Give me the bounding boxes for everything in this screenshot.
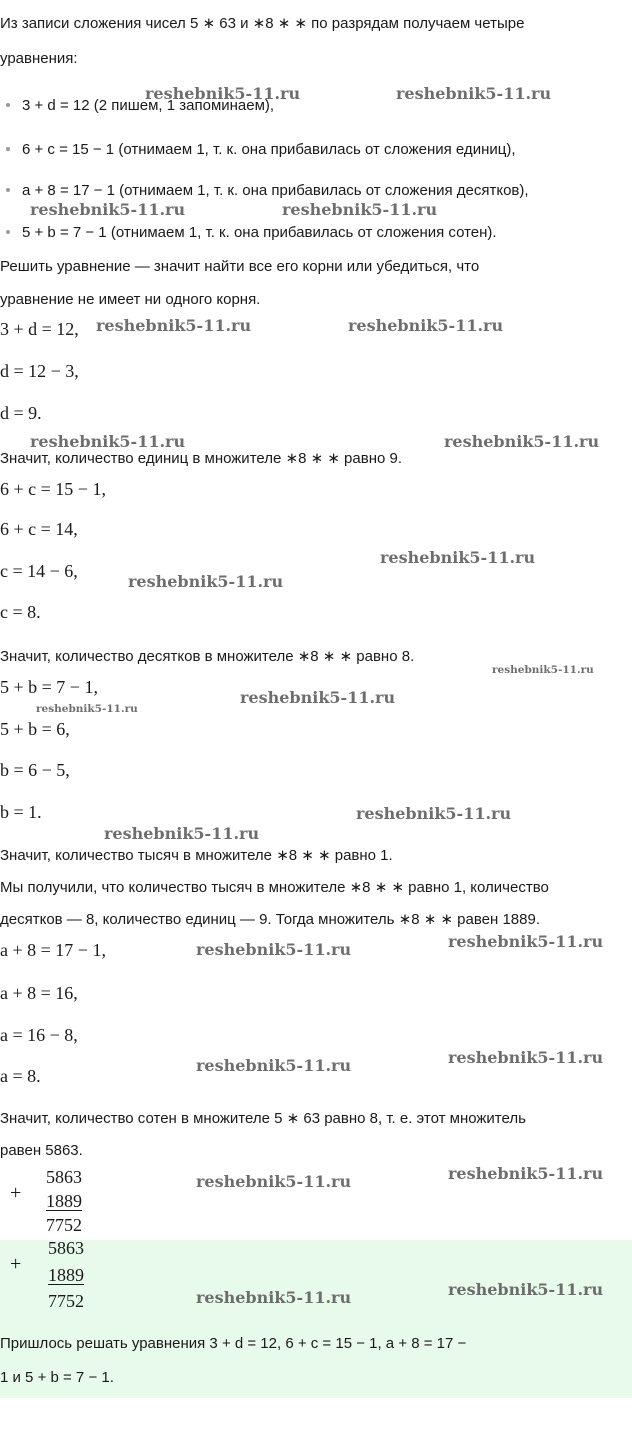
- intro-line-1: Из записи сложения чисел 5 ∗ 63 и ∗8 ∗ ∗ по разрядам получаем четыре: [0, 15, 525, 32]
- bullet-icon: [6, 230, 10, 234]
- equation: a = 16 − 8,: [0, 1025, 78, 1045]
- equation: 3 + d = 12,: [0, 319, 79, 339]
- plus-sign: +: [10, 1253, 22, 1275]
- watermark: reshebnik5-11.ru: [444, 432, 600, 451]
- equation: 6 + c = 15 − 1,: [0, 479, 106, 499]
- watermark: reshebnik5-11.ru: [196, 1172, 352, 1191]
- watermark: reshebnik5-11.ru: [30, 432, 186, 451]
- list-item-text: 3 + d = 12 (2 пишем, 1 запоминаем),: [22, 97, 275, 114]
- summary-line-2: десятков — 8, количество единиц — 9. Тогда множитель ∗8 ∗ ∗ равен 1889.: [0, 911, 540, 928]
- watermark: reshebnik5-11.ru: [282, 200, 438, 219]
- watermark: reshebnik5-11.ru: [145, 84, 301, 103]
- watermark: reshebnik5-11.ru: [196, 1288, 352, 1307]
- conclusion-a-line-1: Значит, количество сотен в множителе 5 ∗ 63 равно 8, т. е. этот множитель: [0, 1110, 526, 1127]
- addend-2: 1889: [48, 1265, 84, 1285]
- conclusion-d: Значит, количество единиц в множителе ∗8 ∗ ∗ равно 9.: [0, 450, 403, 467]
- list-item: [6, 182, 529, 199]
- equation: 5 + b = 6,: [0, 719, 70, 739]
- equation: b = 6 − 5,: [0, 760, 70, 780]
- watermark: reshebnik5-11.ru: [96, 316, 252, 335]
- addend-2: 1889: [46, 1191, 82, 1211]
- watermark: reshebnik5-11.ru: [396, 84, 552, 103]
- watermark: reshebnik5-11.ru: [448, 1164, 604, 1183]
- equation: a = 8.: [0, 1066, 41, 1086]
- conclusion-b: Значит, количество тысяч в множителе ∗8 ∗ ∗ равно 1.: [0, 847, 393, 864]
- equation: 5 + b = 7 − 1,: [0, 677, 98, 697]
- list-item: [6, 141, 515, 158]
- list-item: [6, 224, 497, 241]
- watermark: reshebnik5-11.ru: [104, 824, 260, 843]
- watermark: reshebnik5-11.ru: [448, 932, 604, 951]
- watermark: reshebnik5-11.ru: [196, 1056, 352, 1075]
- equation: a + 8 = 17 − 1,: [0, 940, 106, 960]
- watermark: reshebnik5-11.ru: [380, 548, 536, 567]
- equation: 6 + c = 14,: [0, 519, 78, 539]
- definition-line-1: Решить уравнение — значит найти все его корни или убедиться, что: [0, 258, 480, 275]
- watermark: reshebnik5-11.ru: [36, 703, 138, 715]
- list-item-text: 6 + c = 15 − 1 (отнимаем 1, т. к. она прибавилась от сложения единиц),: [22, 141, 516, 158]
- bullet-icon: [6, 188, 10, 192]
- watermark: reshebnik5-11.ru: [492, 664, 594, 676]
- summary-line-1: Мы получили, что количество тысяч в множителе ∗8 ∗ ∗ равно 1, количество: [0, 879, 549, 896]
- watermark: reshebnik5-11.ru: [348, 316, 504, 335]
- watermark: reshebnik5-11.ru: [240, 688, 396, 707]
- watermark: reshebnik5-11.ru: [448, 1280, 604, 1299]
- sum: 7752: [46, 1215, 82, 1235]
- watermark: reshebnik5-11.ru: [128, 572, 284, 591]
- sum: 7752: [48, 1291, 84, 1311]
- watermark: reshebnik5-11.ru: [448, 1048, 604, 1067]
- watermark: reshebnik5-11.ru: [356, 804, 512, 823]
- addend-1: 5863: [46, 1167, 82, 1187]
- equation: c = 14 − 6,: [0, 561, 78, 581]
- conclusion-a-line-2: равен 5863.: [0, 1142, 83, 1159]
- conclusion-c: Значит, количество десятков в множителе ∗8 ∗ ∗ равно 8.: [0, 648, 415, 665]
- final-note-line-1: Пришлось решать уравнения 3 + d = 12, 6 + c = 15 − 1, a + 8 = 17 −: [0, 1335, 467, 1352]
- intro-line-2: уравнения:: [0, 50, 78, 67]
- equation: c = 8.: [0, 602, 41, 622]
- equation: b = 1.: [0, 802, 42, 822]
- list-item-text: 5 + b = 7 − 1 (отнимаем 1, т. к. она прибавилась от сложения сотен).: [22, 224, 497, 241]
- equation: d = 12 − 3,: [0, 361, 79, 381]
- bullet-icon: [6, 103, 10, 107]
- equation: d = 9.: [0, 403, 42, 423]
- watermark: reshebnik5-11.ru: [196, 940, 352, 959]
- bullet-icon: [6, 147, 10, 151]
- list-item-text: a + 8 = 17 − 1 (отнимаем 1, т. к. она прибавилась от сложения десятков),: [22, 182, 529, 199]
- watermark: reshebnik5-11.ru: [30, 200, 186, 219]
- definition-line-2: уравнение не имеет ни одного корня.: [0, 291, 261, 308]
- final-note-line-2: 1 и 5 + b = 7 − 1.: [0, 1369, 114, 1386]
- plus-sign: +: [10, 1182, 22, 1204]
- equation: a + 8 = 16,: [0, 983, 78, 1003]
- addend-1: 5863: [48, 1238, 84, 1258]
